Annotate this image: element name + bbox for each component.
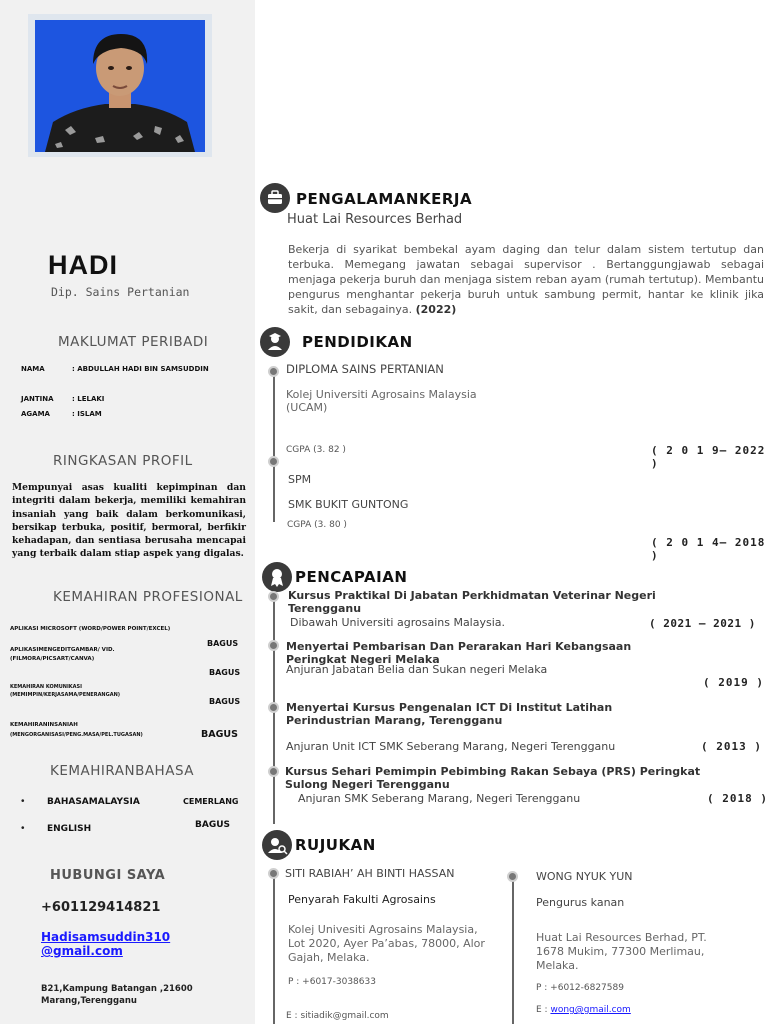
personal-value-gender: : LELAKI <box>72 395 105 403</box>
language-2-bullet: • <box>21 823 25 834</box>
experience-description <box>288 242 764 317</box>
achievements-title: PENCAPAIAN <box>295 568 408 586</box>
contact-phone[interactable]: +601129414821 <box>41 900 161 915</box>
reference-2-address: Huat Lai Resources Berhad, PT. 1678 Mukim, 77300 Merlimau, Melaka. <box>536 931 707 972</box>
skill-4-line2: (MENGORGANISASI/PENG.MASA/PEL.TUGASAN) <box>10 732 143 738</box>
reference-timeline-1 <box>273 873 275 1024</box>
achievement-1-org: Dibawah Universiti agrosains Malaysia. <box>290 616 506 629</box>
achievement-1-title: Kursus Praktikal Di Jabatan Perkhidmatan Veterinar Negeri Terengganu <box>288 589 656 615</box>
candidate-subtitle: Dip. Sains Pertanian <box>51 285 190 299</box>
reference-1-position: Penyarah Fakulti Agrosains <box>288 893 436 906</box>
search-person-icon <box>262 830 292 860</box>
profile-photo <box>28 14 212 157</box>
experience-year: (2022) <box>415 303 457 316</box>
contact-address-line1: B21,Kampung Batangan ,21600 <box>41 984 193 994</box>
personal-value-name: : ABDULLAH HADI BIN SAMSUDDIN <box>72 365 209 373</box>
skill-2-name <box>10 646 115 664</box>
education-timeline <box>273 370 275 522</box>
edu-1-school-line1: Kolej Universiti Agrosains Malaysia <box>286 388 477 401</box>
edu-1-qualification: DIPLOMA SAINS PERTANIAN <box>286 362 444 376</box>
education-dot-2 <box>268 456 279 467</box>
achievement-dot-3 <box>268 702 279 713</box>
education-dot-1 <box>268 366 279 377</box>
reference-timeline-2 <box>512 880 514 1024</box>
contact-address-line2: Marang,Terengganu <box>41 996 137 1006</box>
personal-label-gender: JANTINA <box>21 395 54 403</box>
skill-2-line2: (FILMORA/PICSART/CANVA) <box>10 656 95 662</box>
achievement-dot-2 <box>268 640 279 651</box>
skill-3-line2: (MEMIMPIN/KERJASAMA/PENERANGAN) <box>10 692 121 698</box>
summary-text: Mempunyai asas kualiti kepimpinan dan integriti dalam bekerja, memiliki kemahiran insaniah yang baik dalam berkomunikasi, bersikap terbuka, positif, bermoral, berfikir kehadapan, dan sentiasa berusaha mencapai yang terbaik dalam stiap aspek yang digalas. <box>12 482 246 560</box>
reference-1-phone: P : +6017-3038633 <box>288 977 376 987</box>
language-1-level: CEMERLANG <box>183 797 239 806</box>
reference-2-email-label: E : <box>536 1005 551 1015</box>
achievement-2-title: Menyertai Pembarisan Dan Perarakan Hari Kebangsaan Peringkat Negeri Melaka <box>286 640 632 666</box>
summary-title: RINGKASAN PROFIL <box>53 453 193 469</box>
education-title: PENDIDIKAN <box>302 333 413 351</box>
reference-1-email-label: E : <box>286 1011 301 1021</box>
personal-label-religion: AGAMA <box>21 410 50 418</box>
edu-1-grade: CGPA (3. 82 ) <box>286 445 346 455</box>
edu-1-years: ( 2 0 1 9– 2022 ) <box>651 444 766 470</box>
reference-dot-1 <box>268 868 279 879</box>
personal-value-religion: : ISLAM <box>72 410 102 418</box>
personal-label-name: NAMA <box>21 365 45 373</box>
reference-1-email-value[interactable]: sitiadik@gmail.com <box>300 1011 389 1021</box>
contact-email[interactable] <box>41 930 170 958</box>
edu-2-school: SMK BUKIT GUNTONG <box>288 498 409 511</box>
achievement-4-org: Anjuran SMK Seberang Marang, Negeri Terengganu <box>298 792 581 805</box>
references-title: RUJUKAN <box>295 836 376 854</box>
reference-2-name: WONG NYUK YUN <box>536 870 633 883</box>
language-2-level: BAGUS <box>195 820 231 830</box>
edu-1-school-line2: (UCAM) <box>286 401 328 414</box>
achievement-dot-4 <box>268 766 279 777</box>
achievement-2-org: Anjuran Jabatan Belia dan Sukan negeri Melaka <box>286 663 548 676</box>
reference-dot-2 <box>507 871 518 882</box>
reference-1-name: SITI RABIAH’ AH BINTI HASSAN <box>285 867 455 880</box>
experience-description-text: Bekerja di syarikat bembekal ayam daging dan telur dalam sistem tertutup dan terbuka. Memegang jawatan sebagai supervisor . Bertanggungjawab sebagai menjaga pekerja buruh dan menjaga sistem reban ayam (rumah tertutup). Membantu pengurus menghantar pekerja buruh untuk sambung permit, hantar ke klinik jika sakit, dan sebagainya. <box>288 243 764 316</box>
achievement-2-year: ( 2019 ) <box>703 676 764 689</box>
reference-2-position: Pengurus kanan <box>536 896 625 909</box>
reference-1-email <box>286 1011 389 1021</box>
skill-2-line1: APLIKASIMENGEDITGAMBAR/ VID. <box>10 647 115 653</box>
edu-2-grade: CGPA (3. 80 ) <box>287 520 347 530</box>
reference-2-phone: P : +6012-6827589 <box>536 983 624 993</box>
reference-1-address: Kolej Univesiti Agrosains Malaysia, Lot 2020, Ayer Pa’abas, 78000, Alor Gajah, Melaka. <box>288 923 485 964</box>
language-1-bullet: • <box>21 796 25 807</box>
contact-title: HUBUNGI SAYA <box>50 868 166 883</box>
skill-1-level: BAGUS <box>207 639 239 648</box>
edu-1-school <box>286 388 477 414</box>
skill-3-line1: KEMAHIRAN KOMUNIKASI <box>10 684 83 690</box>
skill-4-level: BAGUS <box>201 729 238 740</box>
contact-email-line2[interactable]: @gmail.com <box>41 944 123 958</box>
achievement-1-year: ( 2021 – 2021 ) <box>649 617 756 630</box>
languages-title: KEMAHIRANBAHASA <box>50 763 195 779</box>
language-1-name: BAHASAMALAYSIA <box>47 797 140 807</box>
contact-email-line1[interactable]: Hadisamsuddin310 <box>41 930 171 944</box>
award-icon <box>262 562 292 592</box>
experience-title: PENGALAMANKERJA <box>296 190 473 208</box>
skill-3-level: BAGUS <box>209 697 241 706</box>
graduate-icon <box>260 327 290 357</box>
edu-2-qualification: SPM <box>288 473 312 486</box>
skill-2-level: BAGUS <box>209 668 241 677</box>
achievement-3-title: Menyertai Kursus Pengenalan ICT Di Institut Latihan Perindustrian Marang, Terengganu <box>286 701 613 727</box>
personal-info-title: MAKLUMAT PERIBADI <box>58 334 209 350</box>
achievement-dot-1 <box>268 591 279 602</box>
achievement-4-title: Kursus Sehari Pemimpin Pebimbing Rakan Sebaya (PRS) Peringkat Sulong Negeri Terengganu <box>285 765 701 791</box>
language-2-name: ENGLISH <box>47 824 92 834</box>
achievement-3-year: ( 2013 ) <box>701 740 762 753</box>
candidate-name: HADI <box>48 250 118 280</box>
achievement-4-year: ( 2018 ) <box>707 792 768 805</box>
skill-1-name: APLIKASI MICROSOFT (WORD/POWER POINT/EXCEL) <box>10 626 171 632</box>
reference-2-email <box>536 1005 631 1015</box>
skill-3-name <box>10 683 120 699</box>
contact-address <box>41 983 193 1007</box>
reference-2-email-link[interactable]: wong@gmail.com <box>550 1005 631 1015</box>
experience-company: Huat Lai Resources Berhad <box>287 212 463 227</box>
skills-title: KEMAHIRAN PROFESIONAL <box>53 589 243 605</box>
skill-4-line1: KEMAHIRANINSANIAH <box>10 722 78 728</box>
briefcase-icon <box>260 183 290 213</box>
edu-2-years: ( 2 0 1 4– 2018 ) <box>651 536 766 562</box>
achievement-3-org: Anjuran Unit ICT SMK Seberang Marang, Negeri Terengganu <box>286 740 616 753</box>
skill-4-name <box>10 720 143 740</box>
